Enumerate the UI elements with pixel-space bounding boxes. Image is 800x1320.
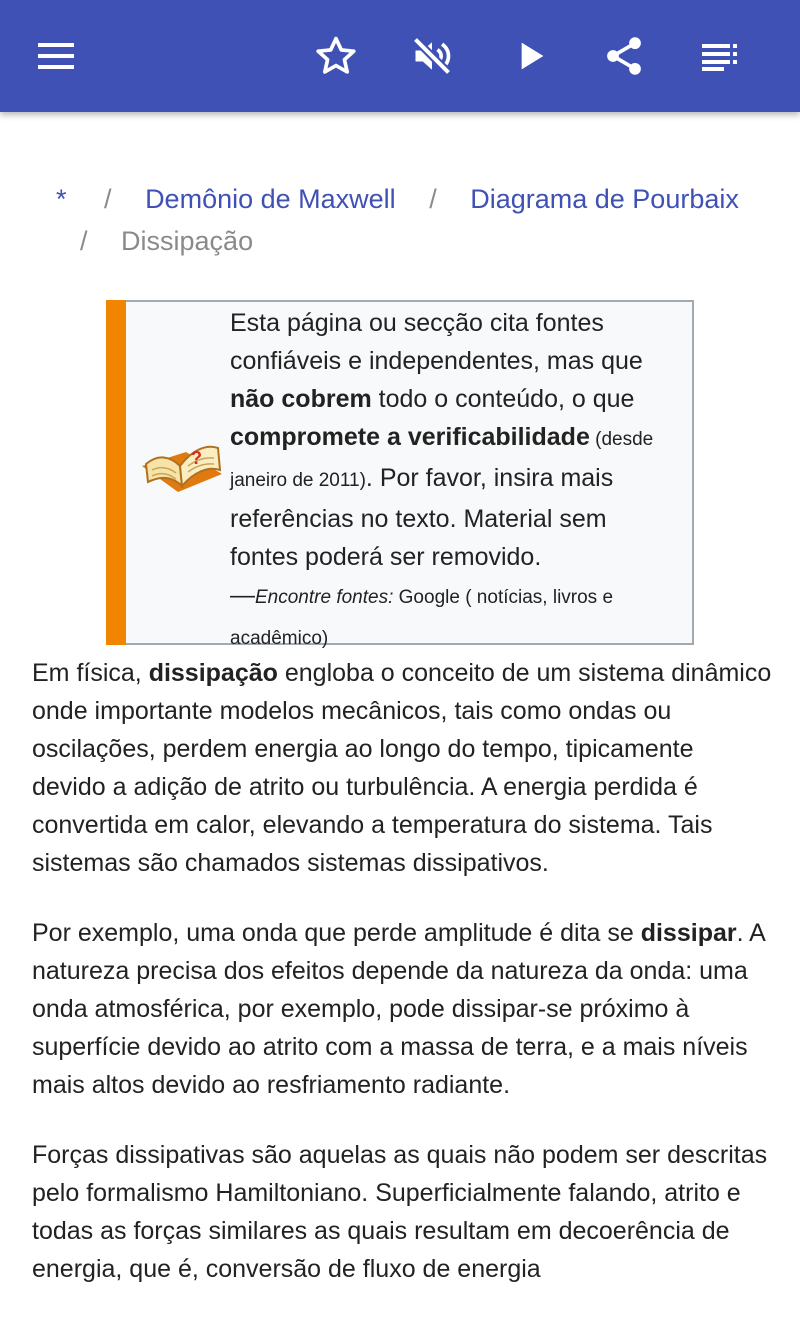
notice-bold: compromete a verificabilidade: [230, 423, 590, 451]
star-outline-icon: [314, 34, 358, 78]
notice-find-sources: —Encontre fontes: Google ( notícias, livros e: [230, 581, 614, 609]
breadcrumb: [56, 178, 756, 262]
breadcrumb-separator: /: [104, 184, 112, 214]
notice-line: janeiro de 2011). Por favor, insira mais: [230, 464, 614, 492]
notice-line: compromete a verificabilidade (desde: [230, 423, 654, 451]
article-body: [32, 654, 772, 1320]
contents-button[interactable]: [688, 24, 752, 88]
breadcrumb-current: Dissipação: [121, 226, 254, 256]
app-toolbar: [0, 0, 800, 112]
notice-date: janeiro de 2011): [230, 470, 366, 491]
mute-button[interactable]: [400, 24, 464, 88]
notice-text: [230, 304, 680, 658]
book-question-icon: [138, 436, 226, 506]
paragraph: Por exemplo, uma onda que perde amplitude é dita se dissipar. A natureza precisa dos efeitos depende da natureza da onda: uma onda atmosférica, por exemplo, pode dissipar-se próximo à superfície devido ao atrito com a massa de terra, e a mais níveis mais altos devido ao resfriamento radiante.: [32, 919, 765, 1099]
refimprove-notice: [106, 300, 694, 649]
volume-off-icon: [410, 34, 454, 78]
menu-button[interactable]: [24, 24, 88, 88]
find-sources-academic[interactable]: acadêmico): [230, 628, 329, 649]
notice-line: confiáveis e independentes, mas que: [230, 347, 643, 375]
breadcrumb-separator: /: [80, 226, 88, 256]
svg-text:?: ?: [191, 448, 202, 468]
paragraph: Forças dissipativas são aquelas as quais não podem ser descritas pelo formalismo Hamiltoniano. Superficialmente falando, atrito e todas as forças similares as quais resultam em decoerência de energia, que é, conversão de fluxo de energia: [32, 1141, 768, 1283]
notice-line: não cobrem todo o conteúdo, o que: [230, 385, 635, 413]
find-sources-links[interactable]: Google ( notícias, livros e: [393, 587, 614, 608]
find-sources-label: Encontre fontes:: [255, 587, 394, 608]
term-dissipacao: dissipação: [148, 659, 278, 687]
notice-line: fontes poderá ser removido.: [230, 543, 542, 571]
play-button[interactable]: [498, 24, 562, 88]
notice-line: referências no texto. Material sem: [230, 505, 607, 533]
notice-bold: não cobrem: [230, 385, 372, 413]
term-dissipar: dissipar: [640, 919, 737, 947]
play-icon: [510, 36, 550, 76]
share-icon: [602, 34, 646, 78]
menu-icon: [36, 36, 76, 76]
breadcrumb-item-maxwell[interactable]: Demônio de Maxwell: [145, 184, 396, 214]
breadcrumb-separator: /: [429, 184, 437, 214]
breadcrumb-item-pourbaix[interactable]: Diagrama de Pourbaix: [470, 184, 739, 214]
paragraph: Em física, dissipação engloba o conceito de um sistema dinâmico onde importante modelos mecânicos, tais como ondas ou oscilações, perdem energia ao longo do tempo, tipicamente devido a adição de atrito ou turbulência. A energia perdida é convertida em calor, elevando a temperatura do sistema. Tais sistemas são chamados sistemas dissipativos.: [32, 659, 772, 877]
bookmark-button[interactable]: [304, 24, 368, 88]
notice-stripe: [106, 300, 126, 645]
breadcrumb-root[interactable]: *: [56, 184, 67, 214]
playlist-icon: [700, 36, 740, 76]
notice-line: Esta página ou secção cita fontes: [230, 309, 604, 337]
share-button[interactable]: [592, 24, 656, 88]
notice-find-sources: [230, 617, 680, 658]
